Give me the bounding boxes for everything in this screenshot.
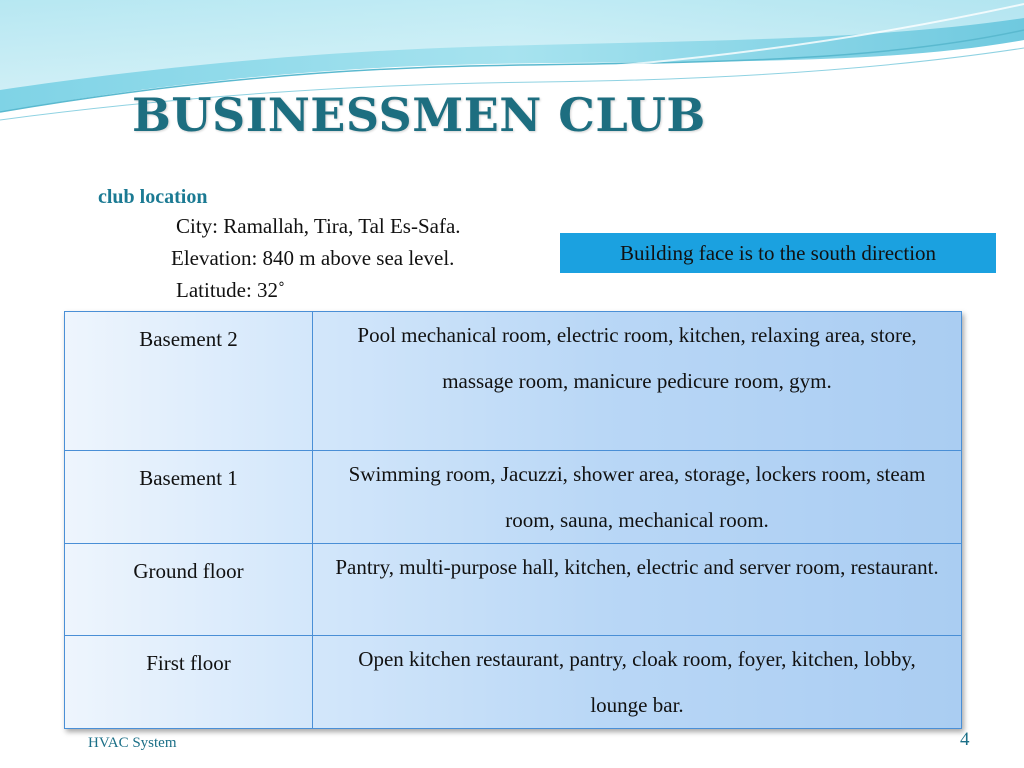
slide-title: BUSINESSMEN CLUB (132, 88, 706, 142)
floor-level-cell: Basement 2 (65, 312, 313, 451)
building-orientation-callout: Building face is to the south direction (560, 233, 996, 273)
floor-description-cell: Pantry, multi-purpose hall, kitchen, electric and server room, restaurant. (313, 544, 962, 636)
club-location-heading: club location (98, 186, 208, 208)
page-number: 4 (960, 729, 970, 750)
floor-level-cell: Ground floor (65, 544, 313, 636)
floor-description-cell: Pool mechanical room, electric room, kitchen, relaxing area, store, massage room, manicure pedicure room, gym. (313, 312, 962, 451)
floor-level-cell: First floor (65, 636, 313, 729)
footer-text: HVAC System (88, 735, 177, 751)
table-row (65, 544, 962, 636)
location-elevation: Elevation: 840 m above sea level. (171, 246, 455, 270)
floors-table (64, 311, 962, 729)
floor-description-cell: Swimming room, Jacuzzi, shower area, storage, lockers room, steam room, sauna, mechanical room. (313, 451, 962, 544)
table-row (65, 451, 962, 544)
floor-description-cell: Open kitchen restaurant, pantry, cloak room, foyer, kitchen, lobby, lounge bar. (313, 636, 962, 729)
location-city: City: Ramallah, Tira, Tal Es-Safa. (176, 214, 461, 238)
table-row (65, 636, 962, 729)
table-row (65, 312, 962, 451)
location-latitude: Latitude: 32˚ (176, 278, 286, 302)
floor-level-cell: Basement 1 (65, 451, 313, 544)
